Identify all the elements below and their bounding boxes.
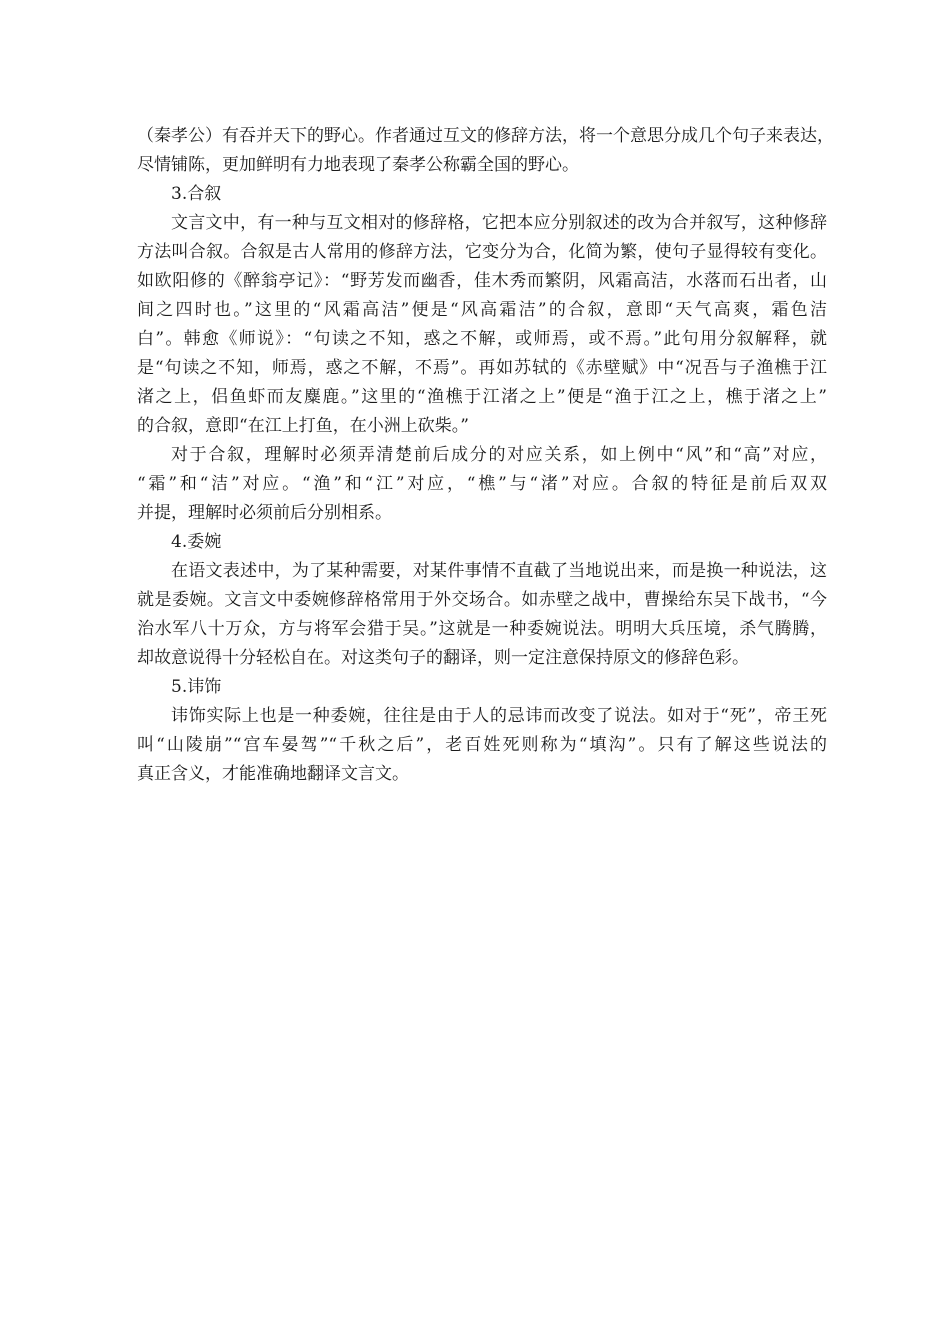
text-line: 真正含义，才能准确地翻译文言文。 (137, 764, 409, 784)
section-heading-huishi: 5.讳饰 (171, 677, 222, 697)
text-line: “霜”和“洁”对应。“渔”和“江”对应，“樵”与“渚”对应。合叙的特征是前后双双 (137, 474, 827, 494)
section-heading-weiwan: 4.委婉 (171, 532, 222, 552)
text-line: 白”。韩愈《师说》：“句读之不知，惑之不解，或师焉，或不焉。”此句用分叙解释，就 (137, 329, 827, 349)
text-line: （秦孝公）有吞并天下的野心。作者通过互文的修辞方法，将一个意思分成几个句子来表达， (137, 126, 834, 146)
text-line: 是“句读之不知，师焉，惑之不解，不焉”。再如苏轼的《赤壁赋》中“况吾与子渔樵于江 (137, 358, 827, 378)
text-line: 尽情铺陈，更加鲜明有力地表现了秦孝公称霸全国的野心。 (137, 155, 579, 175)
paragraph-first-line: 讳饰实际上也是一种委婉，往往是由于人的忌讳而改变了说法。如对于“死”，帝王死 (171, 706, 827, 726)
text-line: 并提，理解时必须前后分别相系。 (137, 503, 392, 523)
text-line: 间之四时也。”这里的“风霜高洁”便是“风高霜洁”的合叙，意即“天气高爽，霜色洁 (137, 300, 827, 320)
text-line: 如欧阳修的《醉翁亭记》：“野芳发而幽香，佳木秀而繁阴，风霜高洁，水落而石出者，山 (137, 271, 827, 291)
text-line: 就是委婉。文言文中委婉修辞格常用于外交场合。如赤壁之战中，曹操给东吴下战书，“今 (137, 590, 827, 610)
text-line: 却故意说得十分轻松自在。对这类句子的翻译，则一定注意保持原文的修辞色彩。 (137, 648, 749, 668)
text-line: 方法叫合叙。合叙是古人常用的修辞方法，它变分为合，化简为繁，使句子显得较有变化。 (137, 242, 827, 262)
paragraph-first-line: 文言文中，有一种与互文相对的修辞格，它把本应分别叙述的改为合并叙写，这种修辞 (171, 213, 827, 233)
text-line: 的合叙，意即“在江上打鱼，在小洲上砍柴。” (137, 416, 469, 436)
document-body (137, 122, 834, 789)
section-heading-hexu: 3.合叙 (171, 184, 222, 204)
text-line: 治水军八十万众，方与将军会猎于吴。”这就是一种委婉说法。明明大兵压境，杀气腾腾， (137, 619, 827, 639)
text-line: 渚之上，侣鱼虾而友麋鹿。”这里的“渔樵于江渚之上”便是“渔于江之上，樵于渚之上” (137, 387, 827, 407)
paragraph-first-line: 在语文表述中，为了某种需要，对某件事情不直截了当地说出来，而是换一种说法，这 (171, 561, 827, 581)
paragraph-first-line: 对于合叙，理解时必须弄清楚前后成分的对应关系，如上例中“风”和“高”对应， (171, 445, 827, 465)
text-line: 叫“山陵崩”“宫车晏驾”“千秋之后”，老百姓死则称为“填沟”。只有了解这些说法的 (137, 735, 827, 755)
